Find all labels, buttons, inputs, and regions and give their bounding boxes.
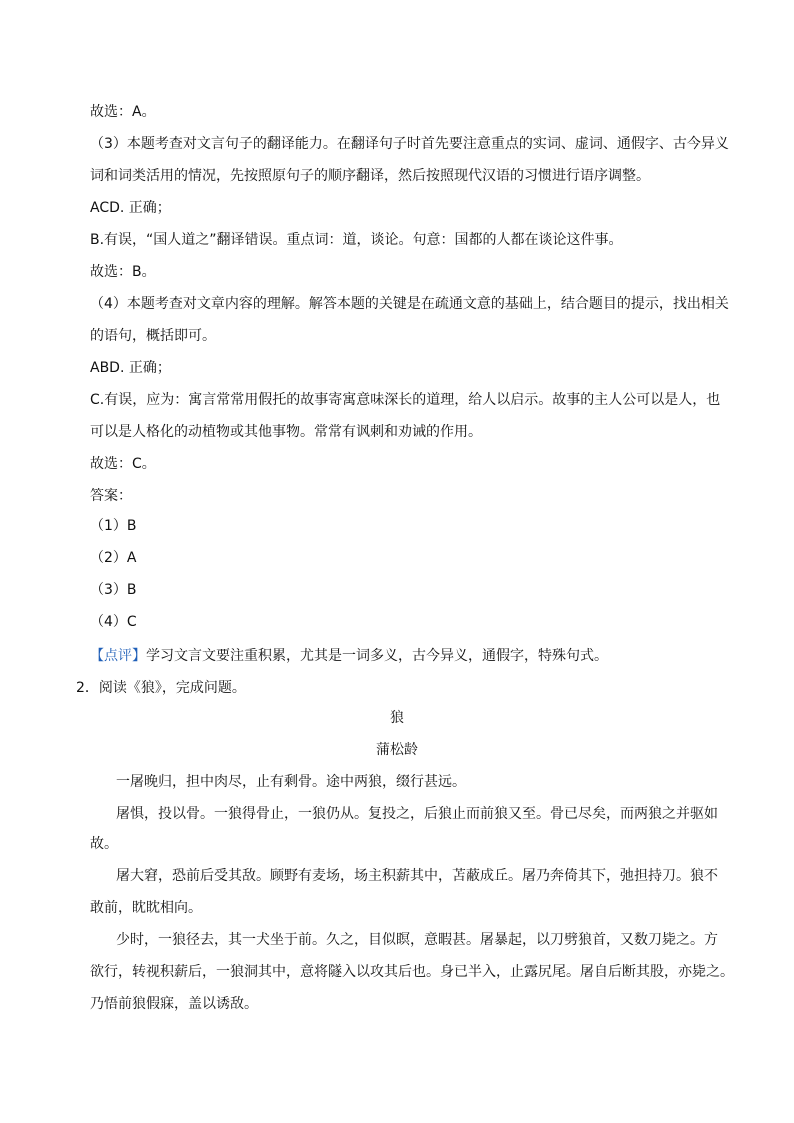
option-line: ACD. 正确； xyxy=(90,200,171,216)
answer-item: （3）B xyxy=(90,582,137,598)
option-line: ABD. 正确； xyxy=(90,360,171,376)
passage-line: 故。 xyxy=(90,836,118,852)
question-prompt: 2．阅读《狼》，完成问题。 xyxy=(76,680,246,696)
explanation-line: （4）本题考查对文章内容的理解。解答本题的关键是在疏通文意的基础上，结合题目的提示，找出相关 xyxy=(90,296,729,312)
poem-title: 狼 xyxy=(390,710,404,726)
passage-line: 屠惧，投以骨。一狼得骨止，一狼仍从。复投之，后狼止而前狼又至。骨已尽矣，而两狼之并驱如 xyxy=(116,806,718,822)
comment-line xyxy=(90,646,730,666)
option-line: 可以是人格化的动植物或其他事物。常常有讽刺和劝诫的作用。 xyxy=(90,424,482,440)
passage-line: 一屠晚归，担中肉尽，止有剩骨。途中两狼，缀行甚远。 xyxy=(116,774,466,790)
answer-item: （1）B xyxy=(90,518,137,534)
option-line: B.有误，“国人道之”翻译错误。重点词：道，谈论。句意：国都的人都在谈论这件事。 xyxy=(90,232,623,248)
answers-label: 答案： xyxy=(90,488,132,504)
passage-line: 欲行，转视积薪后，一狼洞其中，意将隧入以攻其后也。身已半入，止露尻尾。屠自后断其股，亦毙之。 xyxy=(90,964,734,980)
poem-author: 蒲松龄 xyxy=(376,742,418,758)
passage-line: 敢前，眈眈相向。 xyxy=(90,900,202,916)
explanation-line: （3）本题考查对文言句子的翻译能力。在翻译句子时首先要注意重点的实词、虚词、通假字、古今异义 xyxy=(90,136,729,152)
explanation-line: 的语句，概括即可。 xyxy=(90,328,216,344)
passage-line: 乃悟前狼假寐，盖以诱敌。 xyxy=(90,996,258,1012)
explanation-line: 词和词类活用的情况，先按照原句子的顺序翻译，然后按照现代汉语的习惯进行语序调整。 xyxy=(90,168,650,184)
comment-tag: 【点评】 xyxy=(90,648,146,664)
passage-line: 屠大窘，恐前后受其敌。顾野有麦场，场主积薪其中，苫蔽成丘。屠乃奔倚其下，弛担持刀。狼不 xyxy=(116,868,718,884)
answer-line: 故选：C。 xyxy=(90,456,156,472)
passage-line: 少时，一狼径去，其一犬坐于前。久之，目似瞑，意暇甚。屠暴起，以刀劈狼首，又数刀毙之。方 xyxy=(116,932,718,948)
answer-item: （2）A xyxy=(90,550,137,566)
answer-line: 故选：A。 xyxy=(90,104,156,120)
comment-text: 学习文言文要注重积累，尤其是一词多义，古今异义，通假字，特殊句式。 xyxy=(146,648,608,664)
answer-item: （4）C xyxy=(90,614,137,630)
option-line: C.有误，应为：寓言常常用假托的故事寄寓意味深长的道理，给人以启示。故事的主人公可以是人，也 xyxy=(90,392,721,408)
answer-line: 故选：B。 xyxy=(90,264,156,280)
